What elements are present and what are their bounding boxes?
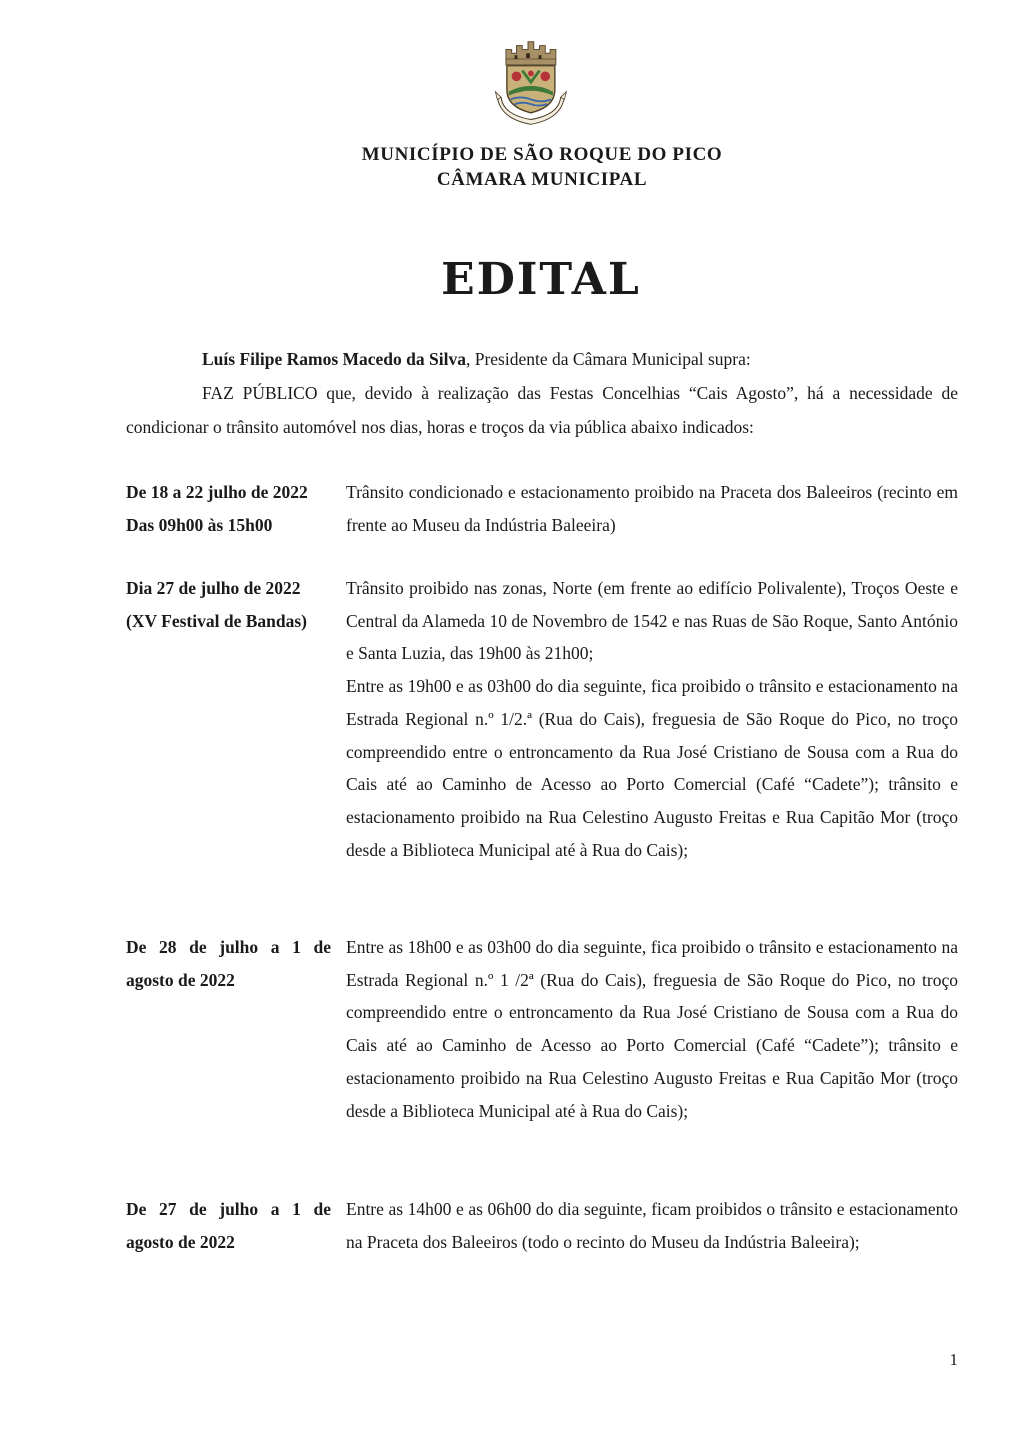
entry-paragraph: Trânsito proibido nas zonas, Norte (em frente ao edifício Polivalente), Troços Oeste e Central da Alameda 10 de Novembro de 1542 e nas Ruas de São Roque, Santo António e Santa Luzia, das 19h00 às 21h00; [346, 578, 958, 664]
entry-date-line: De 27 de julho a 1 de agosto de 2022 [126, 1199, 331, 1252]
entry-event-line: (XV Festival de Bandas) [126, 610, 308, 631]
entry-date-line: De 18 a 22 julho de 2022 [126, 482, 308, 502]
entry-description [346, 572, 958, 866]
president-role: , Presidente da Câmara Municipal supra: [465, 349, 751, 369]
entry-description [346, 476, 958, 541]
document-title-text: EDITAL [441, 254, 641, 305]
page-number: 1 [949, 1350, 958, 1369]
entry-paragraph: Entre as 18h00 e as 03h00 do dia seguinte, fica proibido o trânsito e estacionamento na Estrada Regional n.º 1 /2ª (Rua do Cais), freguesia de São Roque do Pico, no troço compreendido entre o entroncamento da Rua José Cristiano de Sousa com a Rua do Cais até ao Caminho de Acesso ao Porto Comercial (Café “Cadete”); trânsito e estacionamento proibido na Rua Celestino Augusto Freitas e Rua Capitão Mor (troço desde a Biblioteca Municipal até à Rua do Cais); [346, 937, 958, 1121]
entry-date [126, 1193, 331, 1258]
president-name: Luís Filipe Ramos Macedo da Silva [202, 349, 466, 369]
municipality-name: MUNICÍPIO DE SÃO ROQUE DO PICO [361, 144, 723, 165]
entry-date [126, 476, 331, 541]
entry-date [126, 931, 331, 996]
intro-announcement: FAZ PÚBLICO que, devido à realização das Festas Concelhias “Cais Agosto”, há a necessidade de condicionar o trânsito automóvel nos dias, horas e troços da via pública abaixo indicados: [126, 383, 958, 437]
entry-date-line: Dia 27 de julho de 2022 [126, 578, 301, 598]
document-title [0, 254, 1024, 305]
municipal-crest-icon [480, 36, 576, 132]
entry-paragraph: Entre as 14h00 e as 06h00 do dia seguinte, ficam proibidos o trânsito e estacionamento na Praceta dos Baleeiros (todo o recinto do Museu da Indústria Baleeira); [346, 1199, 958, 1252]
entry-paragraph: Trânsito condicionado e estacionamento proibido na Praceta dos Baleeiros (recinto em frente ao Museu da Indústria Baleeira) [346, 482, 958, 535]
entry-paragraph: Entre as 19h00 e as 03h00 do dia seguinte, fica proibido o trânsito e estacionamento na Estrada Regional n.º 1/2.ª (Rua do Cais), freguesia de São Roque do Pico, no troço compreendido entre o entroncamento da Rua José Cristiano de Sousa com a Rua do Cais até ao Caminho de Acesso ao Porto Comercial (Café “Cadete”); trânsito e estacionamento proibido na Rua Celestino Augusto Freitas e Rua Capitão Mor (troço desde a Biblioteca Municipal até à Rua do Cais); [346, 676, 958, 860]
entry-description [346, 1193, 958, 1258]
entry-date [126, 572, 331, 637]
entry-description [346, 931, 958, 1127]
entry-date-line: De 28 de julho a 1 de agosto de 2022 [126, 937, 331, 990]
entry-time-line: Das 09h00 às 15h00 [126, 514, 273, 535]
intro-president-line [126, 342, 958, 376]
municipality-header [0, 142, 1024, 192]
council-name: CÂMARA MUNICIPAL [436, 169, 648, 190]
